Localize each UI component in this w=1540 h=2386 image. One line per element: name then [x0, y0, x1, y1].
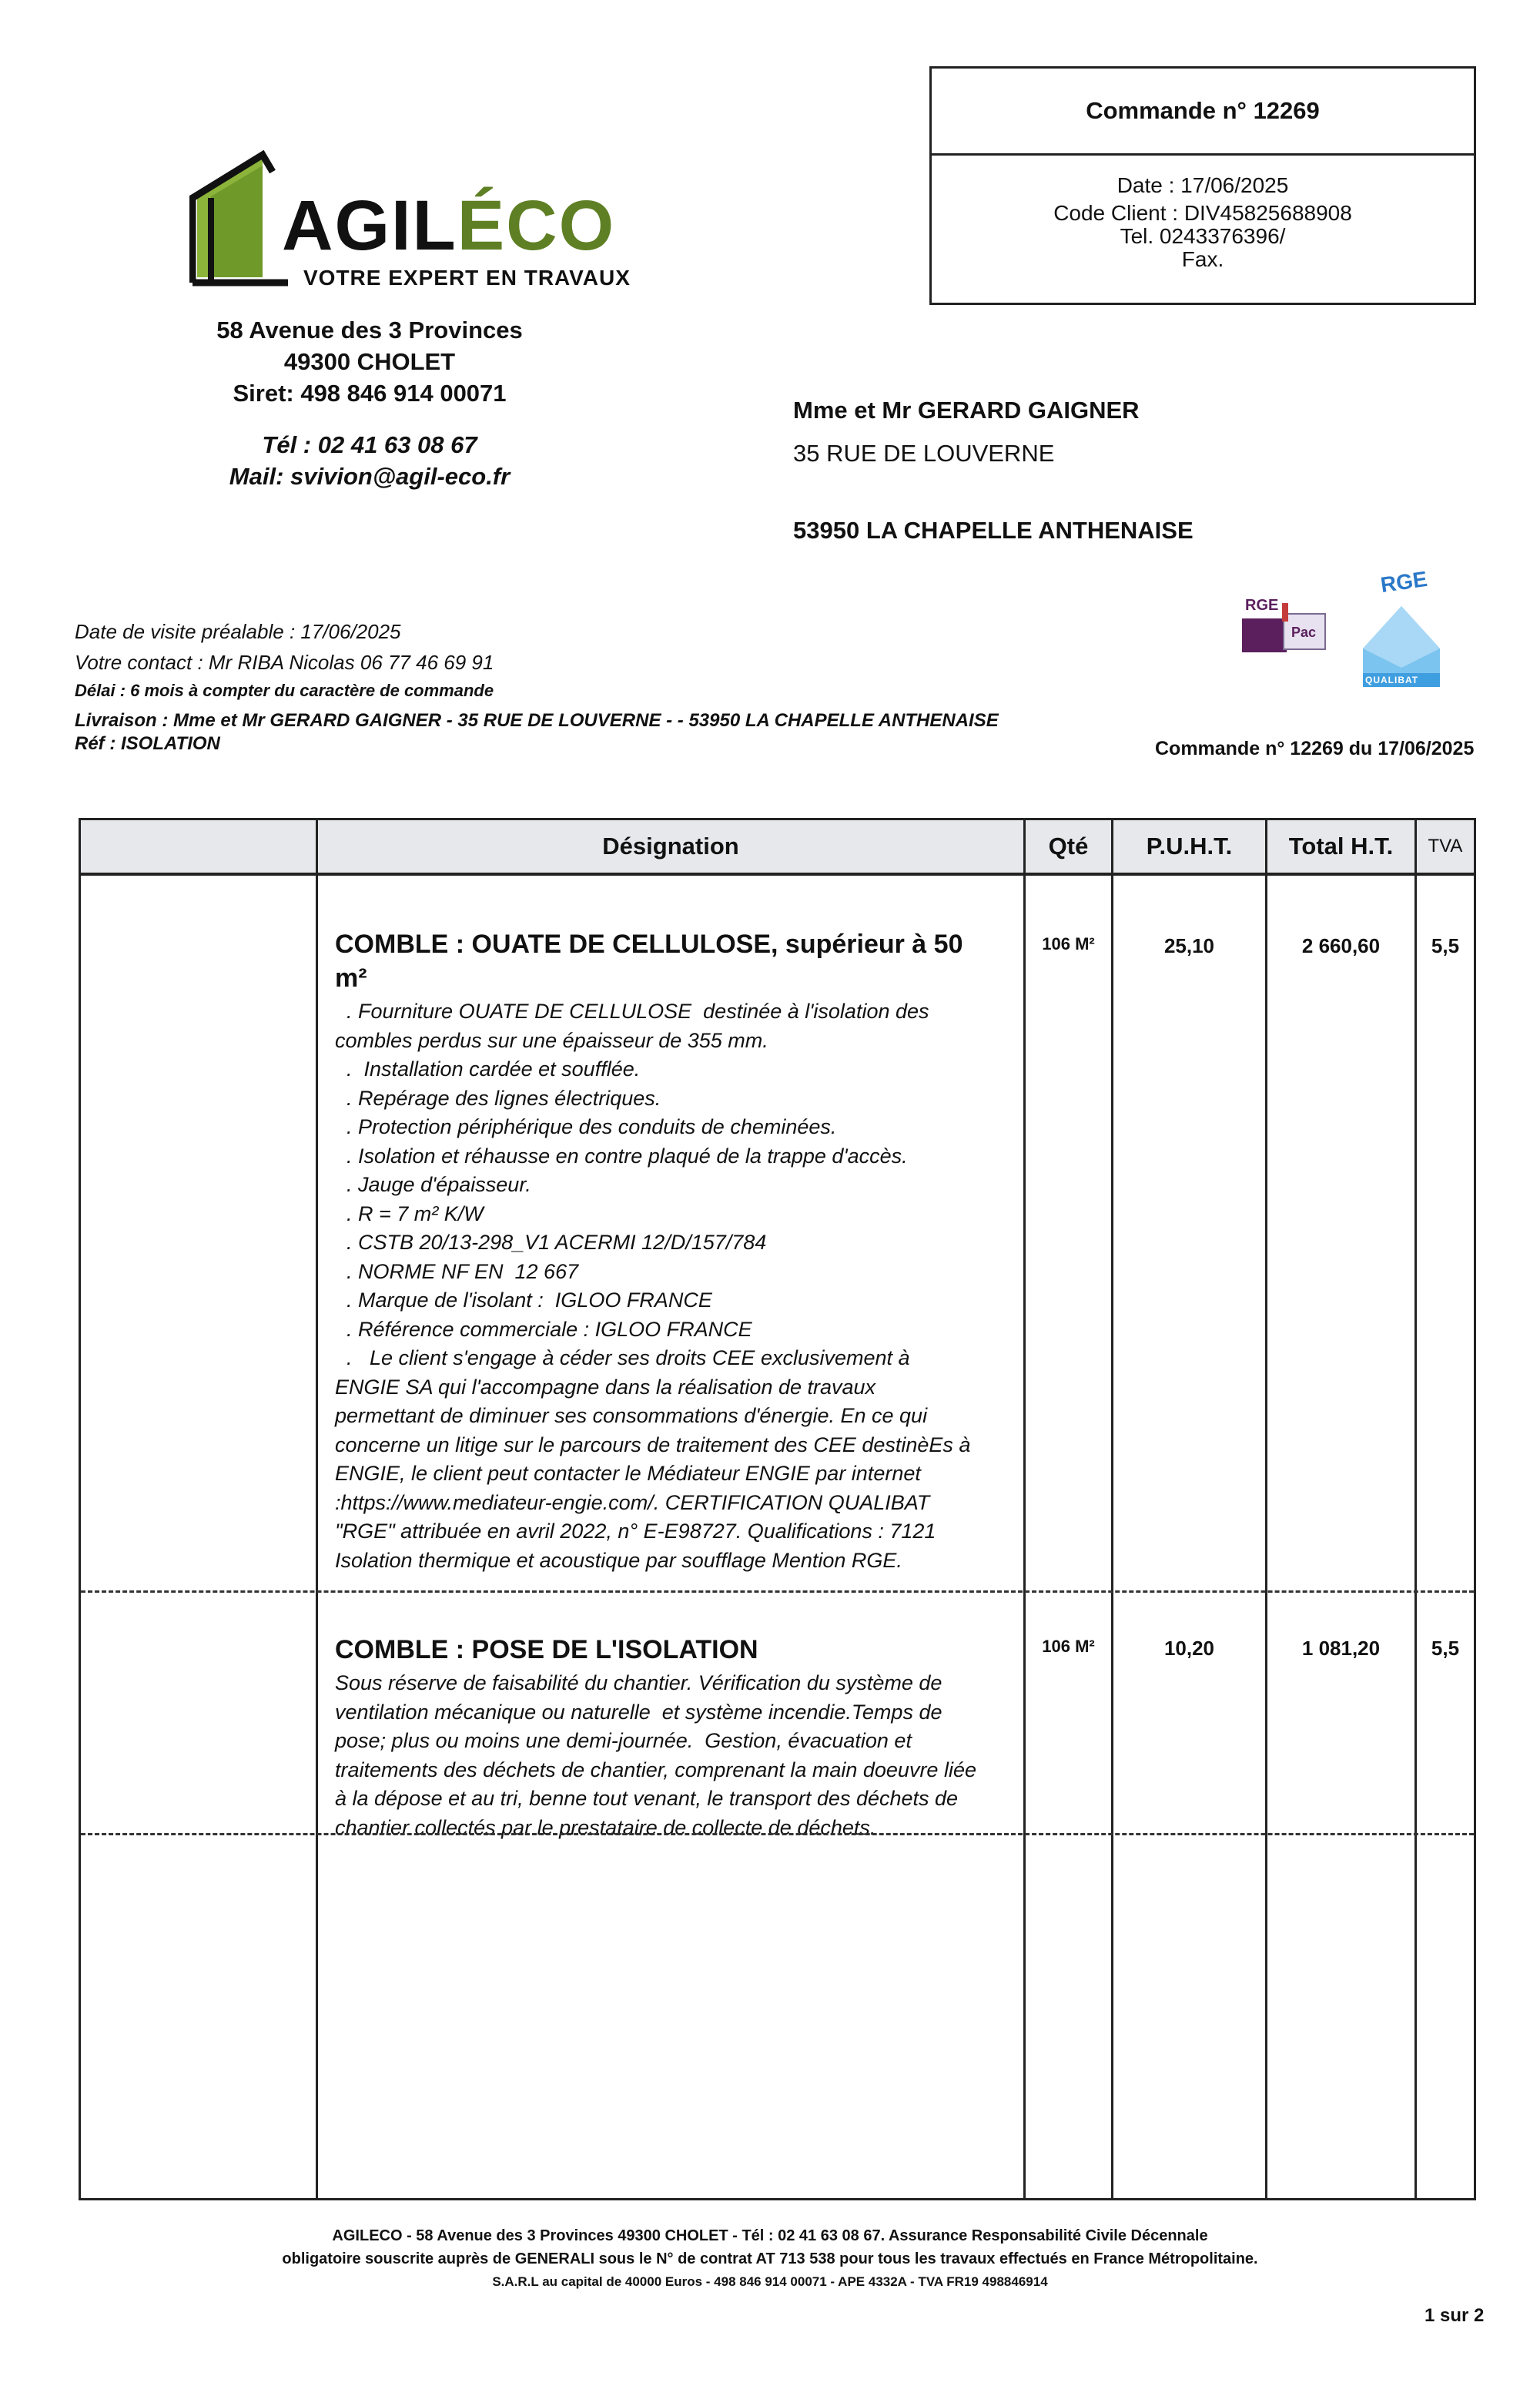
client-name: Mme et Mr GERARD GAIGNER [793, 397, 1140, 424]
header-puht: P.U.H.T. [1146, 833, 1233, 860]
company-city: 49300 CHOLET [283, 348, 456, 375]
description-line: . Protection périphérique des conduits de cheminées. [335, 1115, 837, 1138]
row-title: COMBLE : OUATE DE CELLULOSE, supérieur à 50 [335, 930, 963, 959]
description-line: . Fourniture OUATE DE CELLULOSE destinée à l'isolation des [335, 1000, 929, 1023]
company-siret: Siret: 498 846 914 00071 [233, 380, 507, 407]
visit-date: Date de visite préalable : 17/06/2025 [75, 620, 401, 643]
order-reference: Commande n° 12269 du 17/06/2025 [1155, 738, 1475, 759]
row-title-cont: m² [335, 963, 367, 993]
row-divider [81, 1833, 1474, 1838]
rge-qualibat-badge [1359, 566, 1444, 693]
logo-tagline: VOTRE EXPERT EN TRAVAUX [303, 266, 631, 290]
company-street: 58 Avenue des 3 Provinces [216, 317, 523, 343]
order-client-code: Code Client : DIV45825688908 [1053, 201, 1352, 225]
description-line: . R = 7 m² K/W [335, 1201, 484, 1225]
order-date: Date : 17/06/2025 [1116, 173, 1289, 197]
order-title: Commande n° 12269 [932, 69, 1474, 156]
description-line: . CSTB 20/13-298_V1 ACERMI 12/D/157/784 [335, 1231, 767, 1254]
description-line: Isolation thermique et acoustique par soufflage Mention RGE. [335, 1548, 902, 1572]
visit-livraison: Livraison : Mme et Mr GERARD GAIGNER - 35 RUE DE LOUVERNE - - 53950 LA CHAPELLE ANTHENAISE [75, 710, 999, 731]
row-divider [81, 1590, 1474, 1595]
row-puht: 10,20 [1163, 1637, 1215, 1660]
order-tel: Tel. 0243376396/ [1120, 224, 1286, 248]
company-tel: Tél : 02 41 63 08 67 [262, 431, 477, 458]
description-line: ventilation mécanique ou naturelle et système incendie.Temps de [335, 1700, 942, 1724]
logo-wordmark: AGILÉCO [282, 186, 616, 265]
description-line: . Jauge d'épaisseur. [335, 1173, 531, 1196]
company-mail[interactable]: Mail: svivion@agil-eco.fr [229, 463, 511, 490]
description-line: . Le client s'engage à céder ses droits CEE exclusivement à [335, 1346, 910, 1369]
rge-pac-label: RGE [1245, 597, 1279, 614]
description-line: "RGE" attribuée en avril 2022, n° E-E98727. Qualifications : 7121 [335, 1520, 936, 1543]
order-box [929, 66, 1476, 305]
header-qty: Qté [1048, 833, 1089, 860]
rge-qualipac-badge [1236, 597, 1328, 658]
description-line: . Installation cardée et soufflée. [335, 1057, 641, 1081]
description-line: . Repérage des lignes électriques. [335, 1086, 661, 1110]
description-line: Sous réserve de faisabilité du chantier. Vérification du système de [335, 1671, 942, 1694]
description-line: permettant de diminuer ses consommations d'énergie. En ce qui [335, 1404, 928, 1427]
header-designation: Désignation [602, 833, 739, 860]
row-qty: 106 M² [1042, 934, 1095, 953]
client-address [793, 389, 1194, 552]
footer-line2: obligatoire souscrite auprès de GENERALI sous le N° de contrat AT 713 538 pour tous les travaux effectués en France Métropolitaine. [282, 2250, 1258, 2267]
row-qty: 106 M² [1042, 1637, 1095, 1656]
row-total: 2 660,60 [1301, 934, 1381, 957]
description-line: ENGIE, le client peut contacter le Médiateur ENGIE par internet [335, 1462, 921, 1485]
table-row [335, 1632, 1051, 1842]
description-line: concerne un litige sur le parcours de traitement des CEE destinèEs à [335, 1433, 971, 1456]
description-line: chantier collectés par le prestataire de collecte de déchets. [335, 1815, 876, 1839]
description-line: traitements des déchets de chantier, comprenant la main doeuvre liée [335, 1758, 976, 1781]
description-line: à la dépose et au tri, benne tout venant, le transport des déchets de [335, 1787, 959, 1810]
row-description [335, 997, 1051, 1575]
row-total: 1 081,20 [1301, 1637, 1381, 1660]
footer-line1: AGILECO - 58 Avenue des 3 Provinces 49300 CHOLET - Tél : 02 41 63 08 67. Assurance Responsabilité Civile Décennale [332, 2227, 1208, 2244]
client-city: 53950 LA CHAPELLE ANTHENAISE [793, 517, 1194, 544]
description-line: pose; plus ou moins une demi-journée. Gestion, évacuation et [335, 1729, 912, 1752]
rge-qualibat-label: RGE [1379, 566, 1429, 598]
header-tva: TVA [1428, 836, 1463, 856]
description-line: . Isolation et réhausse en contre plaqué de la trappe d'accès. [335, 1144, 908, 1168]
page-footer [0, 2224, 1540, 2294]
order-fax: Fax. [1181, 247, 1224, 271]
client-street: 35 RUE DE LOUVERNE [793, 440, 1055, 467]
footer-line3: S.A.R.L au capital de 40000 Euros - 498 846 914 00071 - APE 4332A - TVA FR19 498846914 [492, 2274, 1048, 2289]
visit-delai: Délai : 6 mois à compter du caractère de commande [75, 681, 494, 700]
company-logo [189, 150, 631, 290]
order-table [79, 818, 1476, 2200]
company-address [177, 314, 562, 492]
house-logo-icon [189, 150, 290, 289]
description-line: . NORME NF EN 12 667 [335, 1259, 579, 1283]
rge-qualibat-sub: QUALIBAT [1365, 675, 1419, 685]
description-line: :https://www.mediateur-engie.com/. CERTIFICATION QUALIBAT [335, 1490, 930, 1514]
table-row [335, 927, 1051, 1575]
row-tva: 5,5 [1431, 934, 1460, 957]
page-number: 1 sur 2 [1424, 2305, 1485, 2326]
description-line: . Marque de l'isolant : IGLOO FRANCE [335, 1289, 712, 1312]
description-line: combles perdus sur une épaisseur de 355 mm. [335, 1028, 768, 1052]
description-line: ENGIE SA qui l'accompagne dans la réalisation de travaux [335, 1375, 876, 1399]
visit-info [75, 616, 999, 753]
row-puht: 25,10 [1163, 934, 1215, 957]
header-total: Total H.T. [1288, 833, 1394, 860]
rge-pac-sub: Pac [1291, 625, 1317, 640]
visit-contact: Votre contact : Mr RIBA Nicolas 06 77 46 69 91 [75, 651, 494, 674]
description-line: . Référence commerciale : IGLOO FRANCE [335, 1317, 752, 1341]
row-tva: 5,5 [1431, 1637, 1460, 1660]
visit-ref: Réf : ISOLATION [75, 733, 220, 754]
row-title: COMBLE : POSE DE L'ISOLATION [335, 1635, 758, 1664]
row-description [335, 1669, 1051, 1842]
